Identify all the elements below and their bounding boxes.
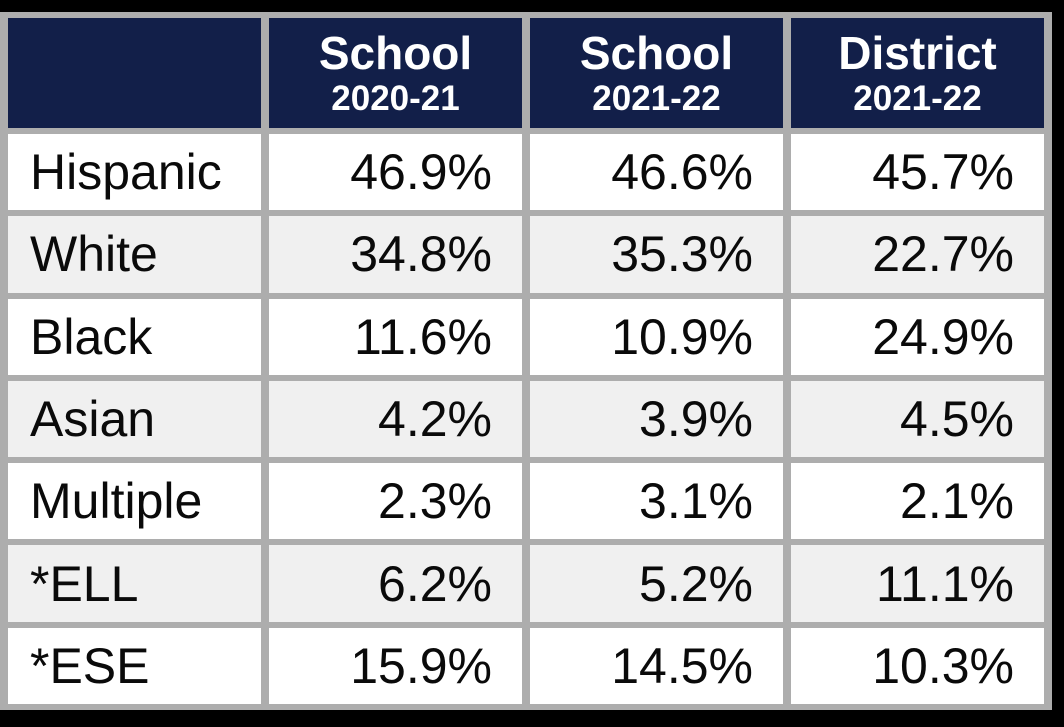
col-subtitle: 2020-21 <box>331 78 460 118</box>
cell-value: 5.2% <box>530 545 783 621</box>
table-row-hispanic <box>8 134 1044 210</box>
demographics-table <box>0 12 1052 710</box>
col-subtitle: 2021-22 <box>853 78 982 118</box>
cell-value: 45.7% <box>791 134 1044 210</box>
cell-value: 11.1% <box>791 545 1044 621</box>
cell-value: 3.1% <box>530 463 783 539</box>
cell-value: 6.2% <box>269 545 522 621</box>
cell-value: 2.1% <box>791 463 1044 539</box>
cell-value: 2.3% <box>269 463 522 539</box>
table-body <box>8 134 1044 704</box>
table-row-asian <box>8 381 1044 457</box>
col-subtitle: 2021-22 <box>592 78 721 118</box>
row-label: *ESE <box>8 628 261 704</box>
cell-value: 15.9% <box>269 628 522 704</box>
cell-value: 10.3% <box>791 628 1044 704</box>
header-row <box>8 18 1044 128</box>
cell-value: 10.9% <box>530 299 783 375</box>
cell-value: 46.9% <box>269 134 522 210</box>
row-label: Multiple <box>8 463 261 539</box>
col-title: School <box>318 26 473 79</box>
cell-value: 14.5% <box>530 628 783 704</box>
table-row-ese <box>8 628 1044 704</box>
row-label: Black <box>8 299 261 375</box>
col-title: District <box>838 26 997 79</box>
table-row-ell <box>8 545 1044 621</box>
cell-value: 3.9% <box>530 381 783 457</box>
cell-value: 46.6% <box>530 134 783 210</box>
col-header-school-2020-21 <box>269 18 522 128</box>
table-row-black <box>8 299 1044 375</box>
demographics-table-frame <box>0 12 1052 710</box>
table-row-white <box>8 216 1044 292</box>
row-label: White <box>8 216 261 292</box>
table-row-multiple <box>8 463 1044 539</box>
col-header-school-2021-22 <box>530 18 783 128</box>
col-header-district-2021-22 <box>791 18 1044 128</box>
corner-cell <box>8 18 261 128</box>
cell-value: 24.9% <box>791 299 1044 375</box>
cell-value: 4.5% <box>791 381 1044 457</box>
row-label: Hispanic <box>8 134 261 210</box>
cell-value: 35.3% <box>530 216 783 292</box>
table-header <box>8 18 1044 128</box>
col-title: School <box>579 26 734 79</box>
cell-value: 11.6% <box>269 299 522 375</box>
cell-value: 22.7% <box>791 216 1044 292</box>
cell-value: 4.2% <box>269 381 522 457</box>
row-label: Asian <box>8 381 261 457</box>
row-label: *ELL <box>8 545 261 621</box>
cell-value: 34.8% <box>269 216 522 292</box>
